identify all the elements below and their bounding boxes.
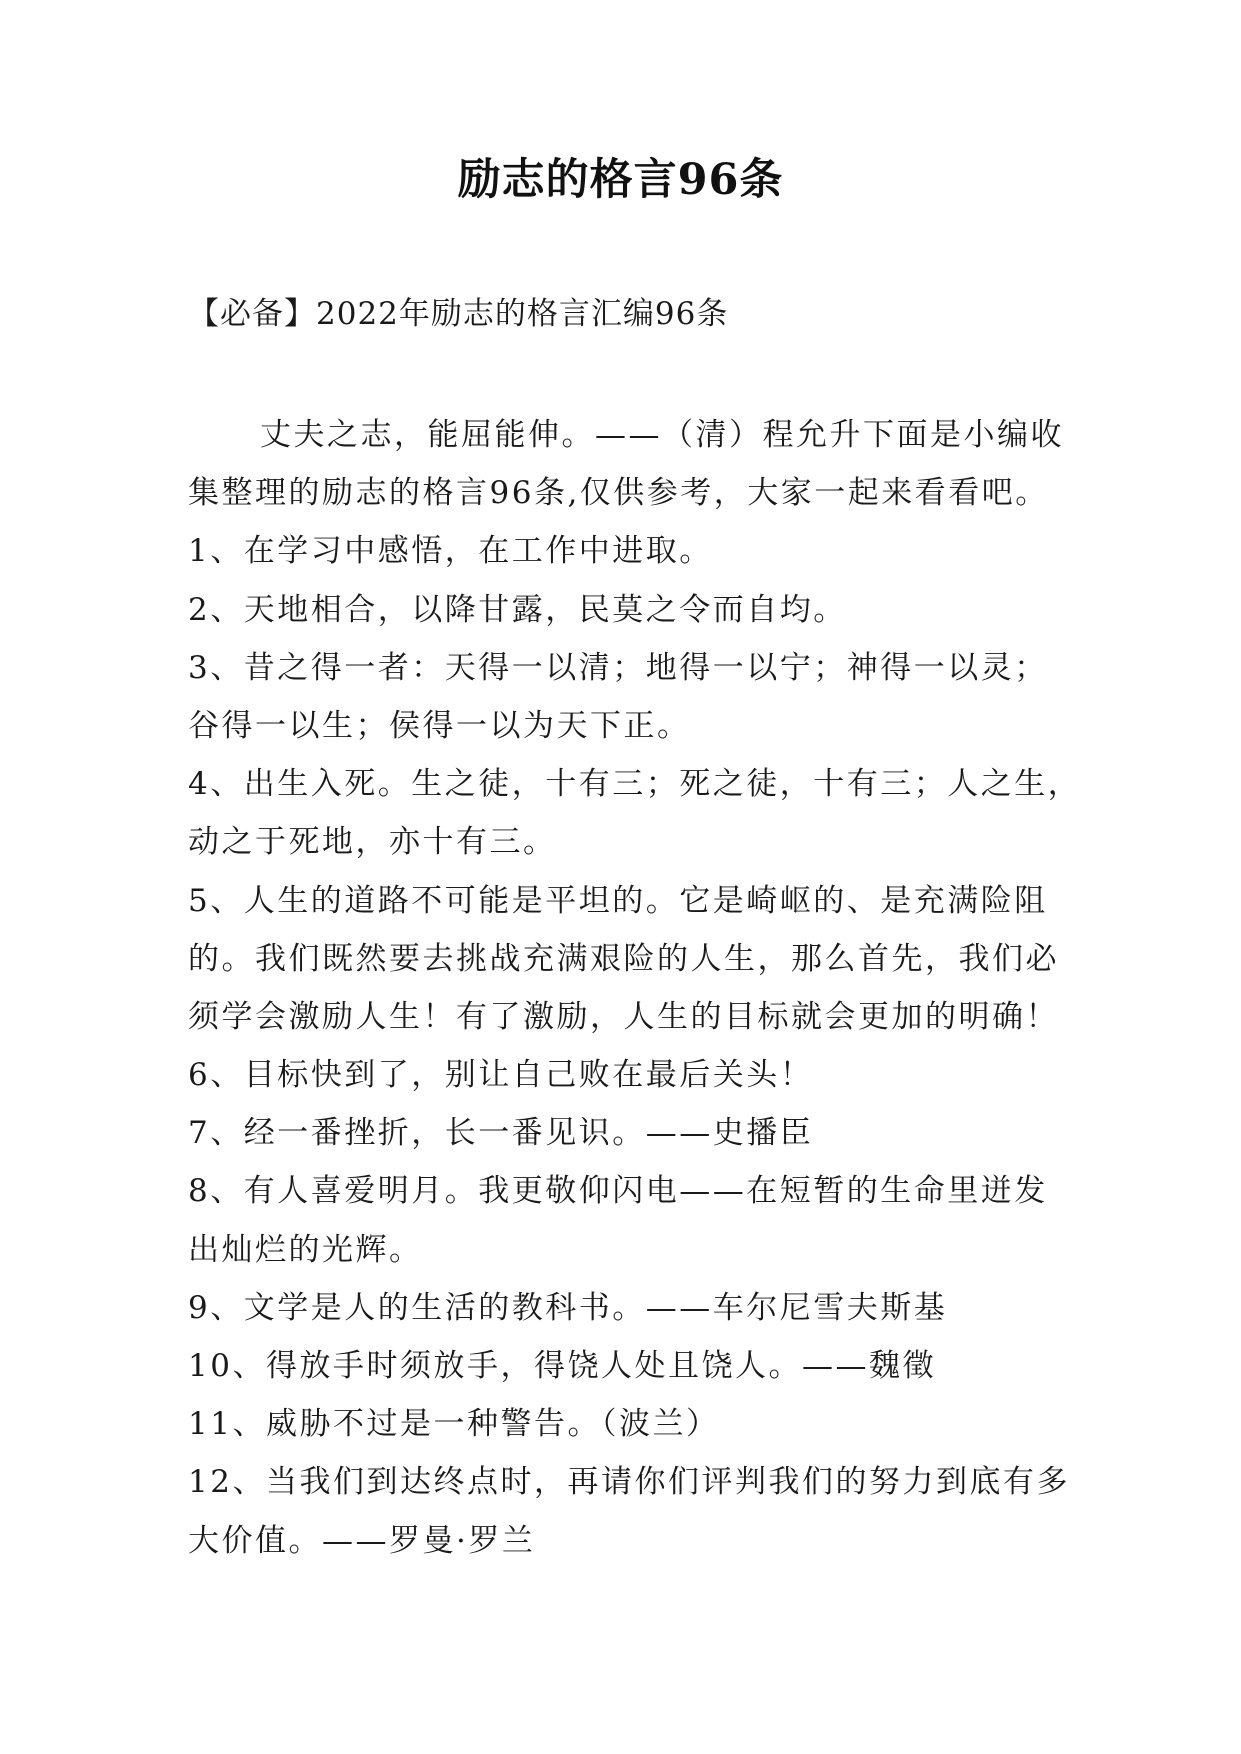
- body-line: 丈夫之志，能屈能伸。——（清）程允升下面是小编收: [260, 417, 1064, 453]
- document-subtitle: 【必备】2022年励志的格言汇编96条: [188, 296, 729, 332]
- body-line: 9、文学是人的生活的教科书。——车尔尼雪夫斯基: [188, 1289, 948, 1326]
- body-line: 大价值。——罗曼·罗兰: [188, 1522, 536, 1559]
- body-line: 10、得放手时须放手，得饶人处且饶人。——魏徵: [188, 1348, 936, 1384]
- document-body: [188, 406, 1082, 1570]
- body-line: 4、出生入死。生之徒，十有三；死之徒，十有三；人之生，: [188, 766, 1082, 803]
- body-line: 11、威胁不过是一种警告。（波兰）: [188, 1406, 720, 1443]
- body-line: 出灿烂的光辉。: [188, 1231, 423, 1268]
- body-line: 动之于死地，亦十有三。: [188, 824, 557, 861]
- body-line: 7、经一番挫折，长一番见识。——史播臣: [188, 1115, 814, 1152]
- body-line: 1、在学习中感悟，在工作中进取。: [188, 533, 713, 570]
- body-line: 5、人生的道路不可能是平坦的。它是崎岖的、是充满险阻: [188, 882, 1048, 919]
- document-title: 励志的格言96条: [457, 155, 784, 205]
- body-line: 12、当我们到达终点时，再请你们评判我们的努力到底有多: [188, 1464, 1070, 1501]
- body-line: 3、昔之得一者：天得一以清；地得一以宁；神得一以灵；: [188, 649, 1048, 686]
- body-line: 的。我们既然要去挑战充满艰险的人生，那么首先，我们必: [188, 940, 1059, 977]
- body-line: 6、目标快到了，别让自己败在最后关头！: [188, 1057, 814, 1094]
- body-line: 须学会激励人生！有了激励，人生的目标就会更加的明确！: [188, 998, 1059, 1035]
- body-line: 集整理的励志的格言96条,仅供参考，大家一起来看看吧。: [188, 475, 1049, 512]
- body-line: 8、有人喜爱明月。我更敬仰闪电——在短暂的生命里迸发: [188, 1173, 1048, 1210]
- body-line: 谷得一以生；侯得一以为天下正。: [188, 707, 691, 744]
- body-line: 2、天地相合，以降甘露，民莫之令而自均。: [188, 591, 847, 628]
